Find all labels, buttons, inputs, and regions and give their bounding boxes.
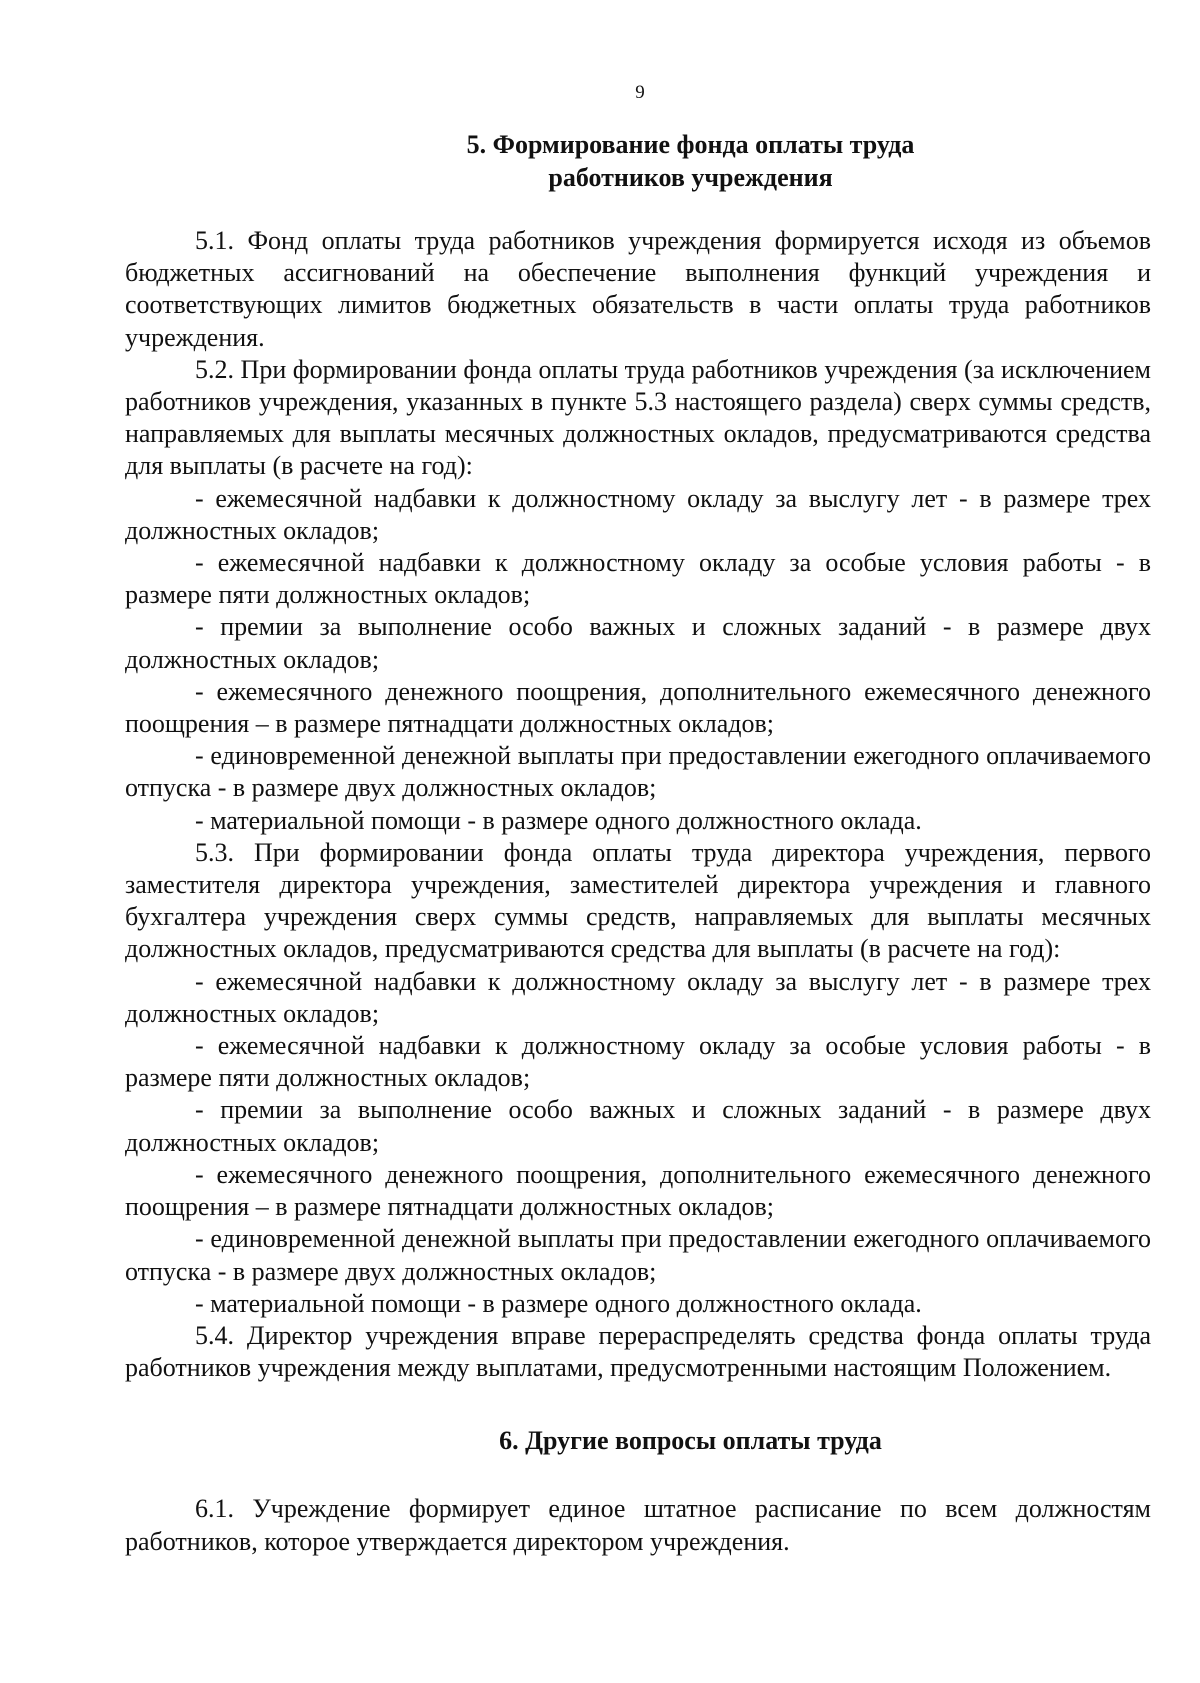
section-5-title-line-2: работников учреждения — [548, 163, 833, 192]
page-number: 9 — [635, 82, 645, 103]
paragraph-5-4: 5.4. Директор учреждения вправе перераспределять средства фонда оплаты труда работников учреждения между выплатами, предусмотренными настоящим Положением. — [125, 1320, 1151, 1383]
list-item: - ежемесячной надбавки к должностному окладу за особые условия работы - в размере пяти должностных окладов; — [125, 1031, 1151, 1093]
list-item: - ежемесячного денежного поощрения, дополнительного ежемесячного денежного поощрения – в размере пятнадцати должностных окладов; — [125, 676, 1151, 739]
paragraph-5-3: 5.3. При формировании фонда оплаты труда директора учреждения, первого заместителя директора учреждения, заместителей директора учреждения и главного бухгалтера учреждения сверх суммы средств, направляемых для выплаты месячных должностных окладов, предусматриваются средства для выплаты (в расчете на год): — [125, 837, 1151, 964]
document-body — [125, 128, 1151, 1558]
paragraph-5-2: 5.2. При формировании фонда оплаты труда работников учреждения (за исключением работников учреждения, указанных в пункте 5.3 настоящего раздела) сверх суммы средств, направляемых для выплаты месячных должностных окладов, предусматриваются средства для выплаты (в расчете на год): — [125, 354, 1151, 481]
list-item: - премии за выполнение особо важных и сложных заданий - в размере двух должностных окладов; — [125, 1095, 1151, 1157]
section-6-title: 6. Другие вопросы оплаты труда — [499, 1426, 882, 1456]
list-item: - единовременной денежной выплаты при предоставлении ежегодного оплачиваемого отпуска - в размере двух должностных окладов; — [125, 741, 1151, 803]
paragraph-6-1: 6.1. Учреждение формирует единое штатное расписание по всем должностям работников, которое утверждается директором учреждения. — [125, 1494, 1151, 1556]
list-item: - материальной помощи - в размере одного должностного оклада. — [195, 1288, 922, 1318]
paragraph-5-1: 5.1. Фонд оплаты труда работников учреждения формируется исходя из объемов бюджетных ассигнований на обеспечение выполнения функций учреждения и соответствующих лимитов бюджетных обязательств в части оплаты труда работников учреждения. — [125, 226, 1151, 352]
list-item: - ежемесячной надбавки к должностному окладу за особые условия работы - в размере пяти должностных окладов; — [125, 548, 1151, 610]
list-item: - ежемесячной надбавки к должностному окладу за выслугу лет - в размере трех должностных окладов; — [125, 483, 1151, 545]
section-5-title-line-1: 5. Формирование фонда оплаты труда — [466, 130, 915, 159]
list-item: - ежемесячного денежного поощрения, дополнительного ежемесячного денежного поощрения – в размере пятнадцати должностных окладов; — [125, 1159, 1151, 1222]
list-item: - ежемесячной надбавки к должностному окладу за выслугу лет - в размере трех должностных окладов; — [125, 966, 1151, 1028]
list-item: - материальной помощи - в размере одного должностного оклада. — [195, 805, 922, 835]
list-item: - премии за выполнение особо важных и сложных заданий - в размере двух должностных окладов; — [125, 612, 1151, 674]
list-item: - единовременной денежной выплаты при предоставлении ежегодного оплачиваемого отпуска - в размере двух должностных окладов; — [125, 1224, 1151, 1286]
section-5-title — [230, 128, 1151, 194]
